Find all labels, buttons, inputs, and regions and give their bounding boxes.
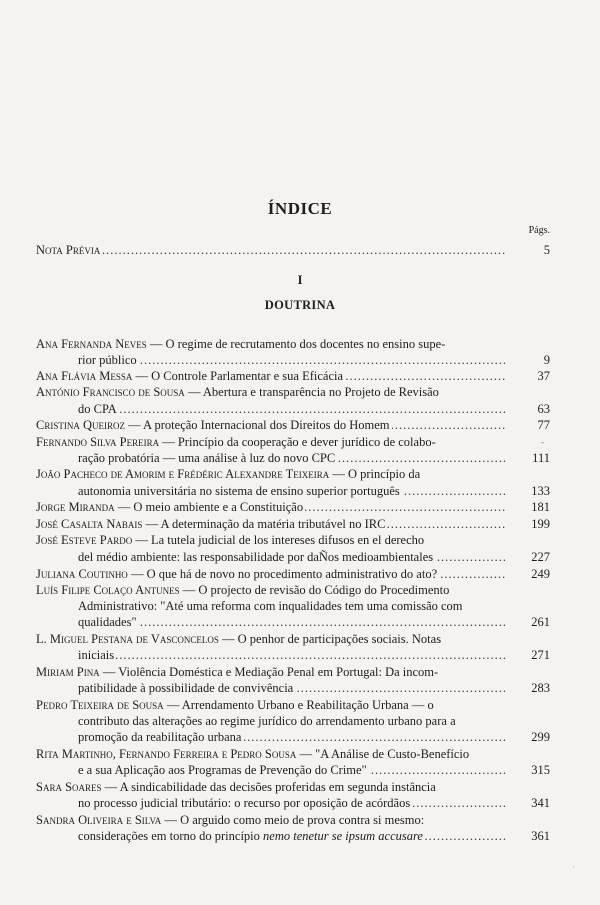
- toc-page-number: [500, 401, 550, 417]
- toc-title-continued: patibilidade à possibilidade de convivência: [78, 681, 294, 695]
- toc-title: — Violência Doméstica e Mediação Penal em Portugal: Da incom-: [99, 665, 439, 679]
- toc-title-continued: contributo das alterações ao regime jurídico do arrendamento urbano para a: [78, 714, 456, 728]
- toc-title-continued: do CPA: [78, 402, 117, 416]
- toc-page-number: [500, 828, 550, 844]
- toc-entry-line: [78, 451, 337, 465]
- toc-page-number: [500, 549, 550, 565]
- toc-entry: [36, 566, 506, 582]
- toc-title: — O regime de recrutamento dos docentes no ensino supe-: [146, 337, 446, 351]
- toc-title: — Arrendamento Urbano e Reabilitação Urbana — o: [163, 698, 434, 712]
- toc-entry-line: [36, 418, 392, 432]
- toc-entry: [36, 812, 506, 828]
- toc-entry-line: [36, 467, 422, 481]
- toc-title: — Abertura e transparência no Projeto de Revisão: [184, 385, 439, 399]
- toc-title: — O meio ambiente e a Constituição: [114, 500, 304, 514]
- toc-author: Rita Martinho, Fernando Ferreira e Pedro Sousa: [36, 747, 297, 761]
- page-number-value: 249: [531, 567, 550, 581]
- toc-author: Sandra Oliveira e Silva: [36, 813, 162, 827]
- toc-page-number: [500, 795, 550, 811]
- page-number-value: 299: [531, 730, 550, 744]
- toc-author: António Francisco de Sousa: [36, 385, 185, 399]
- toc-entry-line: [36, 567, 439, 581]
- toc-page-number: [500, 647, 550, 663]
- toc-page-number: [500, 417, 550, 433]
- part-number: I: [297, 273, 303, 287]
- toc-entry-continuation: [78, 647, 506, 663]
- toc-title-continued: del médio ambiente: las responsabilidade por daÑos medioambientales: [78, 550, 434, 564]
- toc-title: — O princípio da: [329, 467, 421, 481]
- index-title: ÍNDICE: [267, 199, 333, 218]
- toc-page-number: [500, 762, 550, 778]
- toc-author: L. Miguel Pestana de Vasconcelos: [36, 632, 219, 646]
- toc-page-number: [500, 729, 550, 745]
- toc-page-number: [500, 352, 550, 368]
- toc-title: — A determinação da matéria tributável no IRC: [142, 517, 386, 531]
- toc-page-number: [500, 483, 550, 499]
- toc-entry-line: [36, 632, 443, 646]
- toc-entry-line: [36, 385, 441, 399]
- toc-entry: [36, 746, 506, 762]
- page-number-value: 77: [537, 418, 550, 432]
- toc-title: — A proteção Internacional dos Direitos do Homem: [124, 418, 390, 432]
- page-number-value: 181: [531, 500, 550, 514]
- page-number-value: 283: [531, 681, 550, 695]
- toc-entry-line: [36, 780, 438, 794]
- toc-entry-line: [36, 369, 345, 383]
- toc-entry-line: [78, 763, 369, 777]
- toc-page-number: [500, 614, 550, 630]
- toc-title-continued: promoção da reabilitação urbana: [78, 730, 242, 744]
- toc-entry-line: [78, 615, 139, 629]
- toc-author: Ana Flávia Messa: [36, 369, 133, 383]
- toc-entry: [36, 697, 506, 713]
- toc-author: Luís Filipe Colaço Antunes: [36, 583, 180, 597]
- toc-entry-line: [78, 829, 425, 843]
- toc-entry-line: [78, 484, 402, 498]
- toc-entry-line: [78, 353, 139, 367]
- toc-entry-line: [36, 698, 436, 712]
- toc-author: Jorge Miranda: [36, 500, 115, 514]
- toc-title-italic: nemo tenetur se ipsum accusare: [263, 829, 423, 843]
- toc-title: — La tutela judicial de los intereses difusos en el derecho: [132, 533, 425, 547]
- toc-author: Cristina Queiroz: [36, 418, 125, 432]
- page-number-value: 63: [537, 402, 550, 416]
- toc-title-continued: no processo judicial tributário: o recurso por oposição de acórdãos: [78, 796, 411, 810]
- toc-entry-nota-previa: [36, 242, 506, 258]
- toc-entry-line: [36, 583, 451, 597]
- toc-title: — O penhor de participações sociais. Notas: [218, 632, 442, 646]
- toc-entry-line: [36, 517, 387, 531]
- toc-entry-line: [36, 500, 305, 514]
- page-number-value: 261: [531, 615, 550, 629]
- toc-entry: [36, 631, 506, 647]
- page-number-value: 133: [531, 484, 550, 498]
- toc-entry: [36, 336, 506, 352]
- toc-title-continued: ração probatória — uma análise à luz do novo CPC: [78, 451, 336, 465]
- toc-entry-line: [78, 402, 119, 416]
- toc-author: Fernando Silva Pereira: [36, 435, 160, 449]
- toc-entry-line: [36, 813, 426, 827]
- toc-title: — O projecto de revisão do Código do Procedimento: [179, 583, 450, 597]
- toc-entry: [36, 582, 506, 598]
- toc-entry-continuation: [78, 450, 506, 466]
- toc-entry-continuation: [78, 795, 506, 811]
- toc-entry: [36, 434, 506, 450]
- toc-entry-continuation: [78, 352, 506, 368]
- toc-entry-line: [36, 435, 438, 449]
- toc-page-number: [500, 450, 550, 466]
- page-number-value: 199: [531, 517, 550, 531]
- toc-entry: [36, 664, 506, 680]
- toc-author: Miriam Pina: [36, 665, 100, 679]
- page-number-value: 361: [531, 829, 550, 843]
- page-number-value: 111: [532, 451, 550, 465]
- toc-title-continued: qualidades": [78, 615, 137, 629]
- toc-entry: [36, 384, 506, 400]
- toc-page-number: 5: [543, 243, 550, 257]
- toc-entry: [36, 532, 506, 548]
- toc-page-number: [500, 368, 550, 384]
- toc-entry-line: [78, 550, 435, 564]
- toc-page-number: [500, 499, 550, 515]
- margin-speck: ·: [572, 862, 575, 872]
- toc-author: Sara Soares: [36, 780, 102, 794]
- toc-title-continued: autonomia universitária no sistema de ensino superior português: [78, 484, 400, 498]
- toc-entry-line: [36, 665, 440, 679]
- page-number-value: 271: [531, 648, 550, 662]
- section-title: DOUTRINA: [264, 298, 336, 312]
- toc-title-continued: rior público: [78, 353, 137, 367]
- toc-author: José Esteve Pardo: [36, 533, 133, 547]
- toc-page-number: [500, 566, 550, 582]
- toc-author: José Casalta Nabais: [36, 517, 143, 531]
- toc-entry: [36, 516, 506, 532]
- toc-title: — O Controle Parlamentar e sua Eficácia: [132, 369, 344, 383]
- toc-entry-continuation: [78, 401, 506, 417]
- toc-entry-line: [36, 533, 426, 547]
- toc-entry-line: [78, 681, 295, 695]
- toc-entry: [36, 417, 506, 433]
- toc-entry-continuation: [78, 729, 506, 745]
- toc-entry-line: [78, 714, 458, 728]
- toc-title: — Princípio da cooperação e dever jurídico de colabo-: [159, 435, 436, 449]
- toc-author: João Pacheco de Amorim e Frédéric Alexandre Teixeira: [36, 467, 330, 481]
- toc-title: — O que há de novo no procedimento administrativo do ato?: [127, 567, 438, 581]
- toc-title-continued: iniciais: [78, 648, 115, 662]
- page-number-value: 341: [531, 796, 550, 810]
- toc-entry-line: [36, 337, 447, 351]
- toc-entry-line: [78, 648, 116, 662]
- toc-entry-continuation: [78, 762, 506, 778]
- toc-entry-continuation: [78, 614, 506, 630]
- margin-mark: -: [541, 437, 544, 447]
- toc-entry: [36, 499, 506, 515]
- toc-page-number: [500, 516, 550, 532]
- toc-title: — "A Análise de Custo-Benefício: [296, 747, 470, 761]
- page-number-value: 37: [537, 369, 550, 383]
- toc-entry-line: [78, 796, 412, 810]
- toc-entry: [36, 466, 506, 482]
- toc-author: Pedro Teixeira de Sousa: [36, 698, 164, 712]
- toc-entry-continuation: [78, 549, 506, 565]
- toc-title-continued: e a sua Aplicação aos Programas de Prevenção do Crime": [78, 763, 367, 777]
- page-number-value: 315: [531, 763, 550, 777]
- toc-entry-line: [36, 747, 471, 761]
- toc-title: — O arguido como meio de prova contra si mesmo:: [161, 813, 425, 827]
- toc-entry-continuation: [78, 828, 506, 844]
- page-number-value: 9: [543, 353, 550, 367]
- toc-entry-line: [78, 599, 465, 613]
- toc-entry-continuation: [78, 598, 506, 614]
- toc-entry-continuation: [78, 483, 506, 499]
- toc-entry-continuation: [78, 680, 506, 696]
- toc-title: — A sindicabilidade das decisões proferidas em segunda instância: [101, 780, 436, 794]
- toc-entry: [36, 779, 506, 795]
- toc-entry-line: [78, 730, 243, 744]
- page-number-value: 227: [531, 550, 550, 564]
- toc-title-continued: considerações em torno do princípio: [78, 829, 264, 843]
- pages-column-label: Págs.: [528, 225, 550, 236]
- toc-entry-text: Nota Prévia: [36, 243, 101, 257]
- toc-author: Ana Fernanda Neves: [36, 337, 147, 351]
- toc-author: Juliana Coutinho: [36, 567, 128, 581]
- toc-entry: [36, 368, 506, 384]
- toc-entry-continuation: [78, 713, 506, 729]
- toc-page-number: [500, 680, 550, 696]
- toc-title-continued: Administrativo: "Até uma reforma com inqualidades tem uma comissão com: [78, 599, 463, 613]
